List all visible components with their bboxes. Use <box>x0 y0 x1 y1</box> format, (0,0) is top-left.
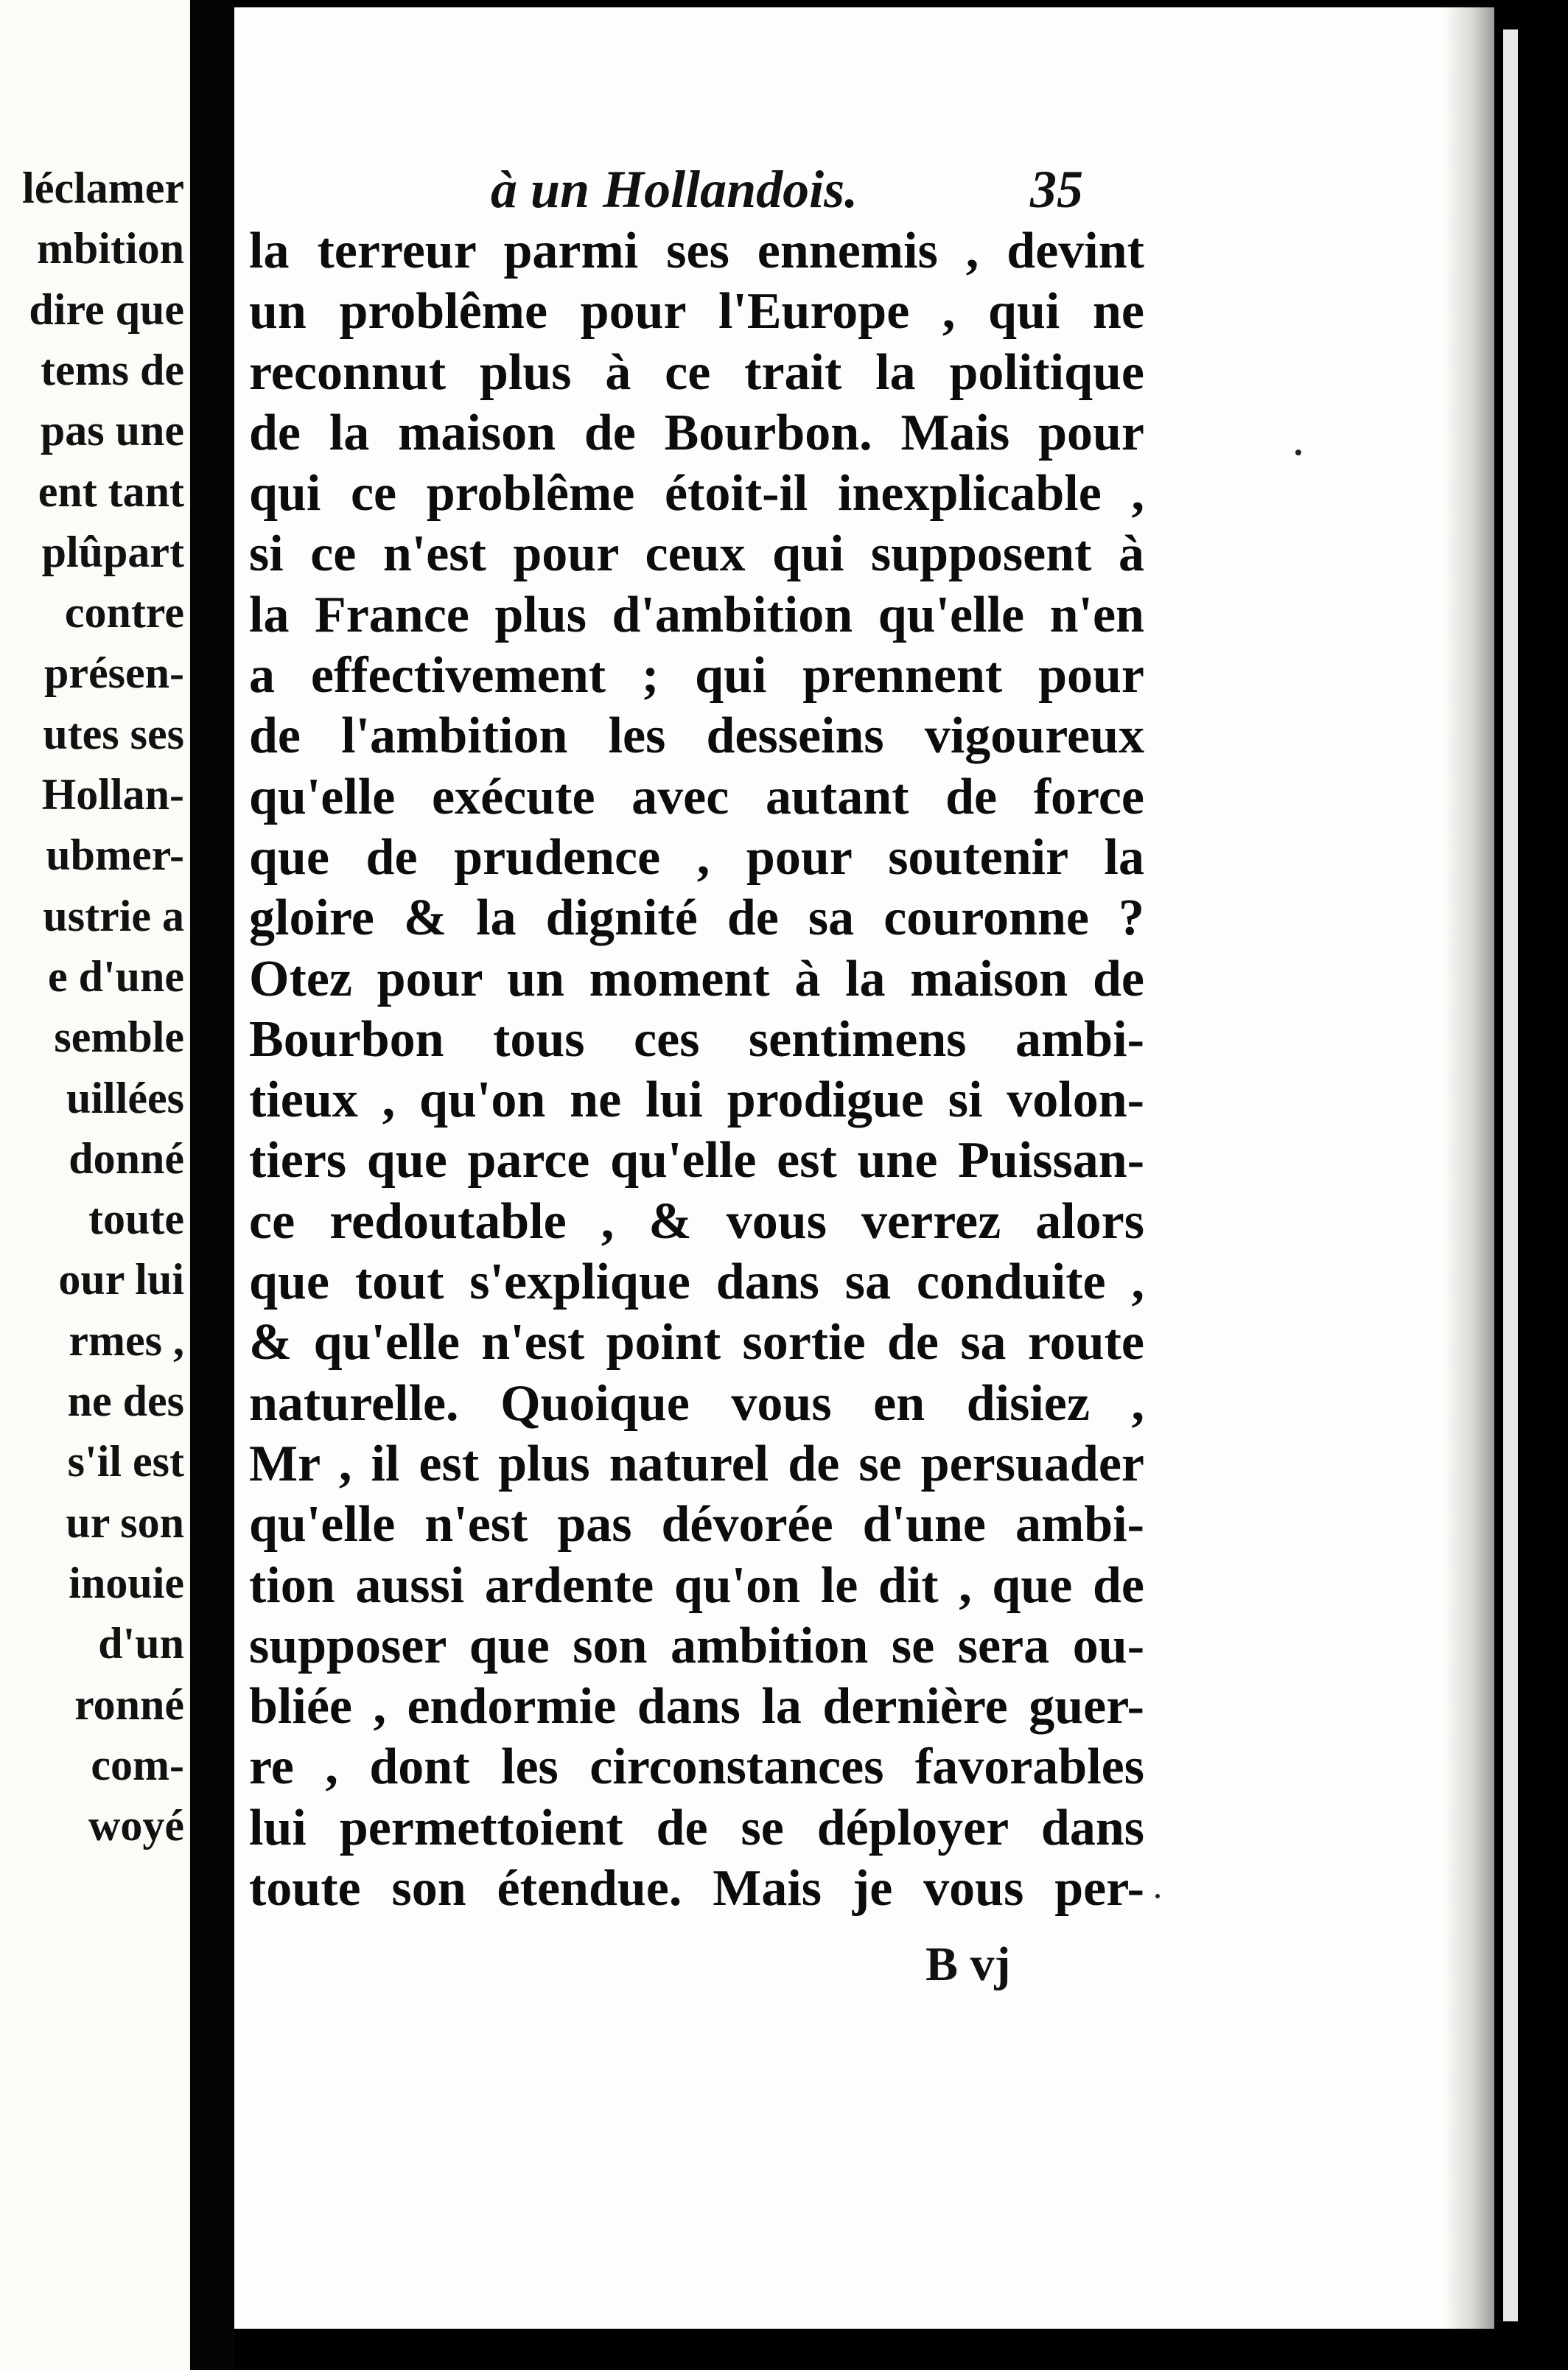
page-number: 35 <box>1030 160 1083 219</box>
previous-page-fragment <box>0 0 190 2370</box>
text-line: tiers que parce qu'elle est une Puissan- <box>249 1132 1144 1189</box>
text-line: la France plus d'ambition qu'elle n'en <box>249 586 1144 643</box>
fragment-line: donné <box>69 1133 184 1183</box>
fragment-line: dire que <box>29 284 184 334</box>
fragment-line: d'un <box>98 1619 184 1668</box>
book-page <box>234 7 1494 2329</box>
fragment-line: ubmer- <box>46 831 184 880</box>
fragment-line: our lui <box>58 1255 184 1304</box>
fragment-line: contre <box>64 588 184 637</box>
text-line: lui permettoient de se déployer dans <box>249 1799 1144 1856</box>
text-line: que tout s'explique dans sa conduite , <box>249 1254 1144 1311</box>
text-line: la terreur parmi ses ennemis , devint <box>249 223 1144 279</box>
fragment-line: tems de <box>41 345 184 394</box>
text-line: toute son étendue. Mais je vous per- <box>249 1860 1144 1918</box>
text-line: Bourbon tous ces sentimens ambi- <box>249 1010 1144 1068</box>
fragment-line: uillées <box>66 1073 184 1122</box>
text-line: qui ce problême étoit-il inexplicable , <box>249 465 1144 522</box>
page-edge <box>1503 29 1518 2321</box>
text-line: Mr , il est plus naturel de se persuader <box>249 1435 1144 1492</box>
text-line: de l'ambition les desseins vigoureux <box>249 707 1144 765</box>
fragment-line: ent tant <box>38 466 184 516</box>
text-line: que de prudence , pour soutenir la <box>249 828 1144 886</box>
ink-speck <box>1295 450 1301 455</box>
fragment-line: woyé <box>88 1801 184 1850</box>
fragment-line: présen- <box>44 649 184 698</box>
fragment-line: utes ses <box>43 709 184 758</box>
fragment-line: e d'une <box>47 951 184 1001</box>
fragment-line: ustrie a <box>43 891 184 940</box>
fragment-line: inouie <box>69 1558 184 1607</box>
fragment-line: pas une <box>40 406 184 455</box>
fragment-line: ne des <box>67 1377 184 1425</box>
fragment-line: com- <box>91 1740 184 1789</box>
text-line: tieux , qu'on ne lui prodigue si volon- <box>249 1072 1144 1129</box>
running-title: à un Hollandois. <box>491 160 858 219</box>
text-line: naturelle. Quoique vous en disiez , <box>249 1374 1144 1432</box>
fragment-line: plûpart <box>41 527 184 576</box>
fragment-line: léclamer <box>22 164 184 212</box>
fragment-line: toute <box>88 1195 184 1244</box>
text-line: a effectivement ; qui prennent pour <box>249 647 1144 705</box>
fragment-line: ur son <box>66 1497 184 1547</box>
page-header <box>234 155 1119 221</box>
text-line: ce redoutable , & vous verrez alors <box>249 1192 1144 1250</box>
text-line: supposer que son ambition se sera ou- <box>249 1617 1144 1674</box>
signature-mark: B vj <box>925 1937 1011 1991</box>
fragment-line: rmes , <box>69 1315 184 1365</box>
text-line: tion aussi ardente qu'on le dit , que de <box>249 1556 1144 1614</box>
text-line: reconnut plus à ce trait la politique <box>249 343 1144 401</box>
page-edge-shadow <box>1443 7 1494 2329</box>
text-line: bliée , endormie dans la dernière guer- <box>249 1678 1144 1735</box>
text-line: re , dont les circonstances favorables <box>249 1738 1144 1796</box>
text-line: de la maison de Bourbon. Mais pour <box>249 404 1144 461</box>
fragment-line: Hollan- <box>41 770 184 819</box>
fragment-line: s'il est <box>67 1437 184 1486</box>
book-gutter <box>190 0 234 2370</box>
text-line: qu'elle n'est pas dévorée d'une ambi- <box>249 1496 1144 1553</box>
text-line: si ce n'est pour ceux qui supposent à <box>249 525 1144 583</box>
text-line: un problême pour l'Europe , qui ne <box>249 283 1144 340</box>
text-line: qu'elle exécute avec autant de force <box>249 768 1144 825</box>
text-line: gloire & la dignité de sa couronne ? <box>249 889 1144 947</box>
fragment-line: ronné <box>74 1679 184 1729</box>
text-line: Otez pour un moment à la maison de <box>249 950 1144 1007</box>
body-text <box>249 221 1144 1919</box>
fragment-line: mbition <box>36 224 184 273</box>
fragment-line: semble <box>54 1013 184 1062</box>
ink-speck <box>1155 1894 1160 1898</box>
text-line: & qu'elle n'est point sortie de sa route <box>249 1314 1144 1371</box>
